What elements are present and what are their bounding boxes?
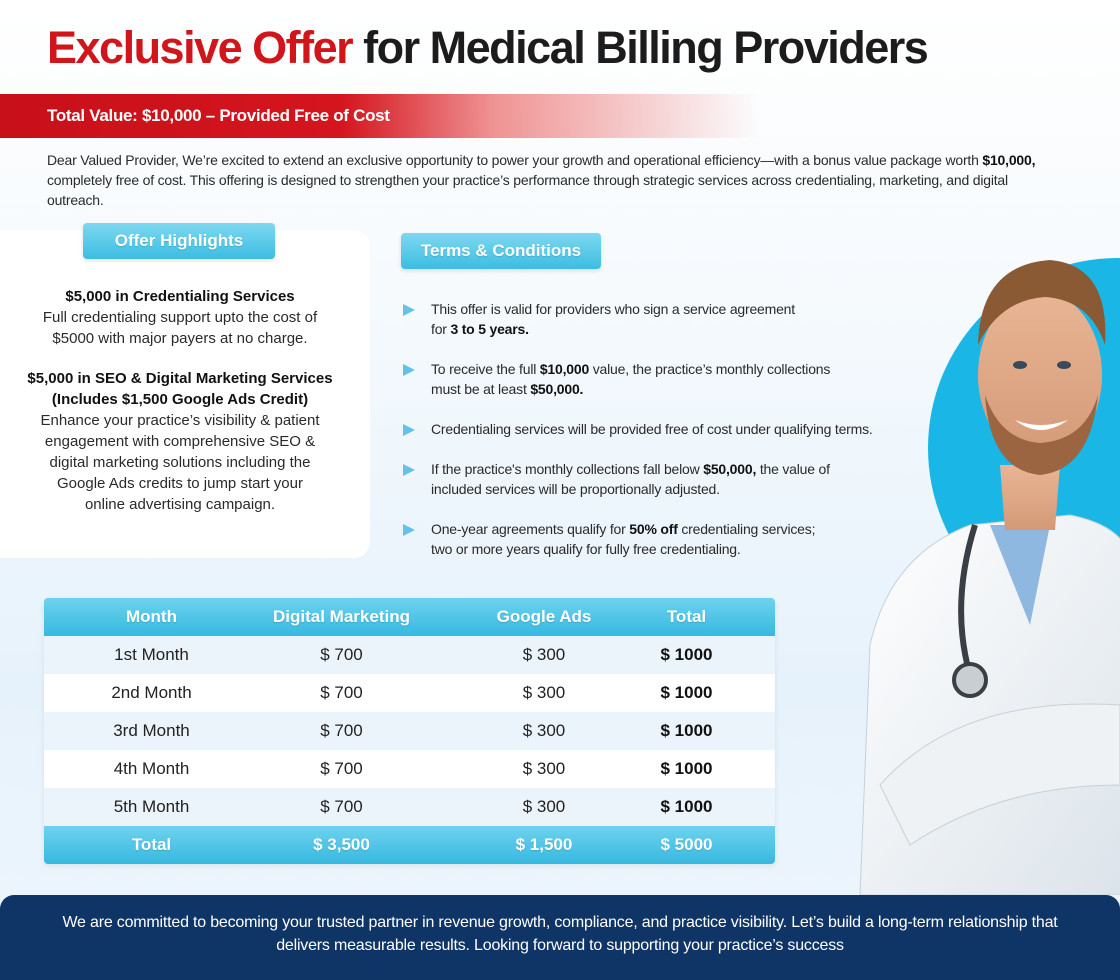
term-bold: $50,000. (530, 381, 584, 397)
term-text: credentialing services; (677, 521, 816, 537)
highlight-credentialing (0, 286, 360, 349)
table-cell: $ 300 (522, 797, 566, 816)
table-cell: $ 700 (320, 797, 363, 816)
intro-text-1: Dear Valued Provider, We’re excited to extend an exclusive opportunity to power your growth and operational efficiency—with a bonus value package worth (47, 152, 983, 168)
highlight-heading: $5,000 in Credentialing Services (65, 288, 295, 305)
highlight-heading: $5,000 in SEO & Digital Marketing Services (27, 370, 333, 387)
table-header-row (44, 598, 775, 636)
table-cell: $ 300 (522, 683, 566, 702)
highlight-line: Enhance your practice’s visibility & patient (40, 412, 320, 429)
table-cell: $ 700 (320, 683, 363, 702)
table-cell: $ 1000 (660, 797, 713, 816)
term-text: To receive the full (431, 361, 540, 377)
table-cell: $ 3,500 (313, 835, 370, 854)
footer-banner (0, 895, 1120, 980)
title-rest: for Medical Billing Providers (363, 22, 928, 73)
terms-label: Terms & Conditions (401, 233, 601, 269)
table-cell: $ 1,500 (515, 835, 573, 854)
term-bold: $50,000, (703, 461, 757, 477)
table-cell: 4th Month (113, 759, 190, 778)
table-cell: 1st Month (114, 645, 189, 664)
triangle-bullet-icon (403, 424, 415, 436)
total-value-text: Total Value: $10,000 – Provided Free of Cost (47, 106, 390, 125)
term-bold: $10,000 (539, 361, 590, 377)
offer-highlights-label: Offer Highlights (83, 223, 275, 259)
table-cell: $ 5000 (660, 835, 713, 854)
term-text: If the practice's monthly collections fall below (431, 461, 704, 477)
total-value-banner (0, 94, 760, 138)
highlight-line: engagement with comprehensive SEO & (44, 433, 316, 450)
table-cell: Total (131, 835, 172, 854)
table-row (44, 674, 775, 712)
term-line: included services will be proportionally adjusted. (431, 481, 720, 497)
highlight-line: Google Ads credits to jump start your (57, 475, 303, 492)
table-cell: $ 1000 (660, 721, 713, 740)
term-line: two or more years qualify for fully free credentialing. (431, 541, 741, 557)
column-header-total: Total (666, 607, 707, 626)
highlight-seo-marketing (0, 368, 360, 515)
table-cell: 5th Month (113, 797, 190, 816)
intro-text-2: completely free of cost. This offering is designed to strengthen your practice’s performance through strategic services across credentialing, marketing, and digital outreach. (47, 172, 1008, 208)
term-text: must be at least (431, 381, 531, 397)
highlight-line: Full credentialing support upto the cost of (42, 309, 318, 326)
term-text: One-year agreements qualify for (431, 521, 630, 537)
table-row (44, 750, 775, 788)
table-cell: $ 1000 (660, 683, 713, 702)
triangle-bullet-icon (403, 464, 415, 476)
highlight-line: online advertising campaign. (84, 496, 276, 513)
column-header-digital-marketing: Digital Marketing (273, 607, 410, 626)
footer-text: We are committed to becoming your trusted partner in revenue growth, compliance, and practice visibility. Let’s build a long-term relationship that delivers measurable results. Looking forward to supporting your practice’s success (62, 914, 1058, 954)
table-cell: 2nd Month (111, 683, 192, 702)
term-text: the value of (756, 461, 830, 477)
table-cell: 3rd Month (113, 721, 190, 740)
table-cell: $ 300 (522, 721, 566, 740)
term-line: Credentialing services will be provided free of cost under qualifying terms. (431, 421, 873, 437)
page-title (47, 22, 927, 74)
triangle-bullet-icon (403, 304, 415, 316)
highlight-subheading: (Includes $1,500 Google Ads Credit) (51, 391, 309, 408)
triangle-bullet-icon (403, 364, 415, 376)
intro-paragraph (47, 150, 1057, 210)
term-bold: 3 to 5 years. (450, 321, 529, 337)
term-text: for (431, 321, 451, 337)
table-total-row (44, 826, 775, 864)
table-row (44, 636, 775, 674)
table-cell: $ 700 (320, 759, 363, 778)
highlight-line: $5000 with major payers at no charge. (52, 330, 308, 347)
table-cell: $ 1000 (660, 759, 713, 778)
table-cell: $ 700 (320, 645, 363, 664)
table-row (44, 788, 775, 826)
doctor-photo (840, 225, 1120, 895)
column-header-month: Month (126, 607, 177, 626)
term-text: value, the practice’s monthly collections (589, 361, 831, 377)
pricing-table (44, 598, 775, 864)
term-line: This offer is valid for providers who sign a service agreement (431, 301, 795, 317)
column-header-google-ads: Google Ads (496, 607, 592, 626)
table-cell: $ 1000 (660, 645, 713, 664)
intro-bold-value: $10,000, (982, 152, 1036, 168)
table-cell: $ 700 (320, 721, 363, 740)
table-cell: $ 300 (522, 759, 566, 778)
title-highlight: Exclusive Offer (47, 22, 353, 73)
table-cell: $ 300 (522, 645, 566, 664)
triangle-bullet-icon (403, 524, 415, 536)
table-row (44, 712, 775, 750)
term-bold: 50% off (629, 521, 678, 537)
highlight-line: digital marketing solutions including the (49, 454, 311, 471)
